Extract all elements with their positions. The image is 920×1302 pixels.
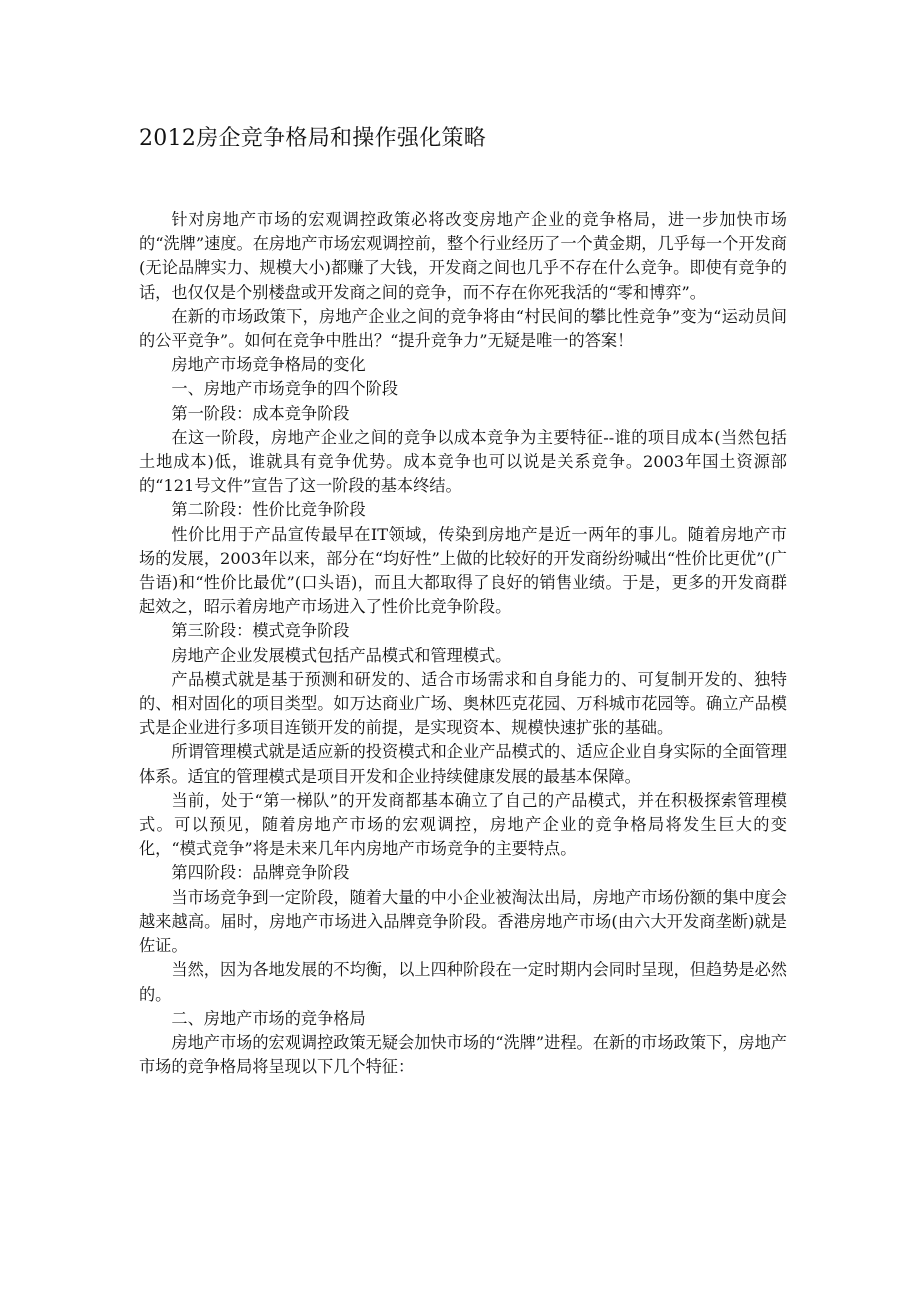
section-heading-competition-change: 房地产市场竞争格局的变化	[171, 355, 366, 375]
paragraph-brand-stage: 当市场竞争到一定阶段，随着大量的中小企业被淘汰出局，房地产市场份额的集中度会越来越高。届时，房地产市场进入品牌竞争阶段。香港房地产市场(由六大开发商垄断)就是佐证。	[139, 887, 787, 956]
paragraph-cost-stage: 在这一阶段，房地产企业之间的竞争以成本竞争为主要特征--谁的项目成本(当然包括土地成本)低，谁就具有竞争优势。成本竞争也可以说是关系竞争。2003年国土资源部的“121号文件”宣告了这一阶段的基本终结。	[139, 427, 787, 496]
document-title: 2012房企竞争格局和操作强化策略	[139, 126, 487, 151]
paragraph-model-definition: 房地产企业发展模式包括产品模式和管理模式。	[171, 645, 512, 665]
section-heading-four-stages: 一、房地产市场竞争的四个阶段	[171, 379, 399, 399]
stage-heading-model: 第三阶段：模式竞争阶段	[171, 621, 350, 641]
paragraph-model-outlook: 当前，处于“第一梯队”的开发商都基本确立了自己的产品模式，并在积极探索管理模式。可以预见，随着房地产市场的宏观调控，房地产企业的竞争格局将发生巨大的变化，“模式竞争”将是未来几年内房地产市场竞争的主要特点。	[139, 790, 787, 859]
stage-heading-value: 第二阶段：性价比竞争阶段	[171, 500, 366, 520]
paragraph-stage-summary: 当然，因为各地发展的不均衡，以上四种阶段在一定时期内会同时呈现，但趋势是必然的。	[139, 960, 787, 1004]
paragraph-intro: 针对房地产市场的宏观调控政策必将改变房地产企业的竞争格局，进一步加快市场的“洗牌”速度。在房地产市场宏观调控前，整个行业经历了一个黄金期，几乎每一个开发商(无论品牌实力、规模大小)都赚了大钱，开发商之间也几乎不存在什么竞争。即使有竞争的话，也仅仅是个别楼盘或开发商之间的竞争，而不存在你死我活的“零和博弈”。	[139, 210, 787, 302]
paragraph-value-stage: 性价比用于产品宣传最早在IT领域，传染到房地产是近一两年的事儿。随着房地产市场的发展，2003年以来，部分在“均好性”上做的比较好的开发商纷纷喊出“性价比更优”(广告语)和“性价比最优”(口头语)，而且大都取得了良好的销售业绩。于是，更多的开发商群起效之，昭示着房地产市场进入了性价比竞争阶段。	[139, 524, 787, 617]
document-body	[139, 208, 787, 1079]
section-heading-competition-pattern: 二、房地产市场的竞争格局	[171, 1008, 366, 1028]
stage-heading-cost: 第一阶段：成本竞争阶段	[171, 403, 350, 423]
paragraph-competition-pattern: 房地产市场的宏观调控政策无疑会加快市场的“洗牌”进程。在新的市场政策下，房地产市场的竞争格局将呈现以下几个特征：	[139, 1032, 787, 1077]
paragraph-product-model: 产品模式就是基于预测和研发的、适合市场需求和自身能力的、可复制开发的、独特的、相对固化的项目类型。如万达商业广场、奥林匹克花园、万科城市花园等。确立产品模式是企业进行多项目连锁开发的前提，是实现资本、规模快速扩张的基础。	[139, 669, 787, 738]
paragraph-management-model: 所谓管理模式就是适应新的投资模式和企业产品模式的、适应企业自身实际的全面管理体系。适宜的管理模式是项目开发和企业持续健康发展的最基本保障。	[139, 742, 787, 786]
stage-heading-brand: 第四阶段：品牌竞争阶段	[171, 863, 350, 883]
paragraph-new-policy: 在新的市场政策下，房地产企业之间的竞争将由“村民间的攀比性竞争”变为“运动员间的公平竞争”。如何在竞争中胜出？“提升竞争力”无疑是唯一的答案！	[139, 306, 787, 351]
